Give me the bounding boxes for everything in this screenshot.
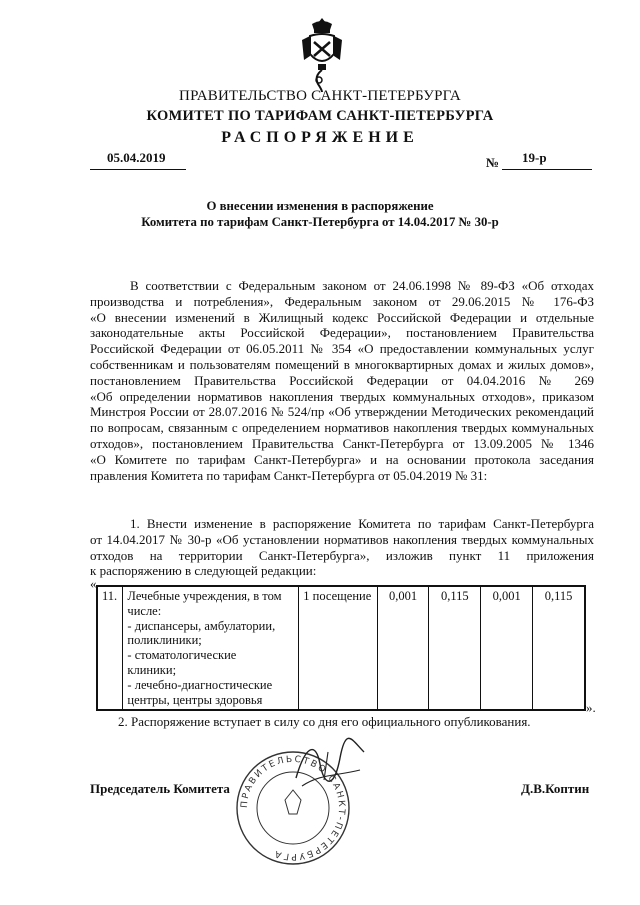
preamble-line: законодательные акты Российской Федерации», постановлением Правительства [90, 325, 594, 341]
preamble-line: производства и потребления», Федеральным законом от 29.06.2015 № 176-ФЗ [90, 293, 594, 309]
document-type-heading: РАСПОРЯЖЕНИЕ [221, 129, 419, 146]
preamble-line: постановлением Правительства Российской Федерации от 04.04.2016 № 269 [90, 372, 594, 388]
value-cell-2: 0,115 [429, 586, 481, 710]
preamble-line: по вопросам, связанным с определением нормативов накопления твердых коммунальных [90, 420, 594, 436]
stamp-text: ПРАВИТЕЛЬСТВО САНКТ-ПЕТЕРБУРГА [239, 754, 347, 862]
category-name-line: числе: [127, 603, 162, 618]
category-name-line: центры, центры здоровья [127, 692, 263, 707]
category-name-line: клиники; [127, 662, 177, 677]
preamble-line: отходов», постановлением Правительства Санкт-Петербурга от 13.09.2005 № 1346 [90, 435, 594, 451]
preamble-line: Российской Федерации от 06.05.2011 № 354 «О предоставлении коммунальных услуг [90, 341, 594, 357]
quote-close: ». [586, 700, 596, 715]
category-name-line: - стоматологические [127, 648, 237, 663]
preamble-line: В соответствии с Федеральным законом от 24.06.1998 № 89-ФЗ «Об отходах [130, 278, 594, 293]
signatory-name: Д.В.Коптин [521, 781, 590, 796]
signatory-position: Председатель Комитета [90, 781, 230, 796]
number-sign: № [486, 155, 500, 170]
date-underline [90, 169, 186, 170]
amendment-table [96, 585, 586, 711]
category-name-line: - диспансеры, амбулатории, [127, 618, 276, 633]
committee-heading: КОМИТЕТ ПО ТАРИФАМ САНКТ-ПЕТЕРБУРГА [146, 108, 494, 124]
category-name-line: поликлиники; [127, 633, 202, 648]
number-underline [502, 169, 592, 170]
document-number: 19-р [522, 150, 547, 165]
unit-cell: 1 посещение [299, 586, 377, 710]
item-1-paragraph [90, 516, 594, 579]
category-name-line: - лечебно-диагностические [127, 677, 273, 692]
item-1-line: отходов на территории Санкт-Петербурга», изложив пункт 11 приложения [90, 547, 594, 563]
preamble-line: «Об определении нормативов накопления твердых коммунальных отходов», приказом [90, 388, 594, 404]
category-name-cell [123, 586, 299, 710]
item-1-line: к распоряжению в следующей редакции: [90, 563, 317, 579]
table-row [97, 586, 585, 710]
coat-of-arms-icon [298, 14, 346, 96]
category-name-line: Лечебные учреждения, в том [127, 589, 282, 603]
item-2-text: 2. Распоряжение вступает в силу со дня его официального опубликования. [118, 714, 531, 729]
row-number-cell: 11. [97, 586, 123, 710]
document-date: 05.04.2019 [107, 150, 166, 165]
document-title-line-2: Комитета по тарифам Санкт-Петербурга от 14.04.2017 № 30-р [141, 215, 499, 229]
preamble-line: правления Комитета по тарифам Санкт-Петербурга от 05.04.2019 № 31: [90, 467, 488, 483]
handwritten-signature-icon [290, 734, 370, 794]
item-1-line: 1. Внести изменение в распоряжение Комитета по тарифам Санкт-Петербурга [130, 516, 594, 531]
preamble-paragraph [90, 278, 594, 483]
government-heading: ПРАВИТЕЛЬСТВО САНКТ-ПЕТЕРБУРГА [179, 88, 461, 104]
value-cell-3: 0,001 [481, 586, 533, 710]
value-cell-1: 0,001 [377, 586, 429, 710]
value-cell-4: 0,115 [533, 586, 585, 710]
preamble-line: Минстроя России от 28.07.2016 № 524/пр «Об утверждении Методических рекомендаций [90, 404, 594, 420]
preamble-line: «О внесении изменений в Жилищный кодекс Российской Федерации и отдельные [90, 309, 594, 325]
preamble-line: «О Комитете по тарифам Санкт-Петербурга» и на основании протокола заседания [90, 451, 594, 467]
quote-open: « [90, 576, 97, 591]
preamble-line: собственникам и пользователям помещений в многоквартирных домах и жилых домов», [90, 356, 594, 372]
document-title-line-1: О внесении изменения в распоряжение [206, 199, 434, 213]
item-1-line: от 14.04.2017 № 30-р «Об установлении нормативов накопления твердых коммунальных [90, 531, 594, 547]
